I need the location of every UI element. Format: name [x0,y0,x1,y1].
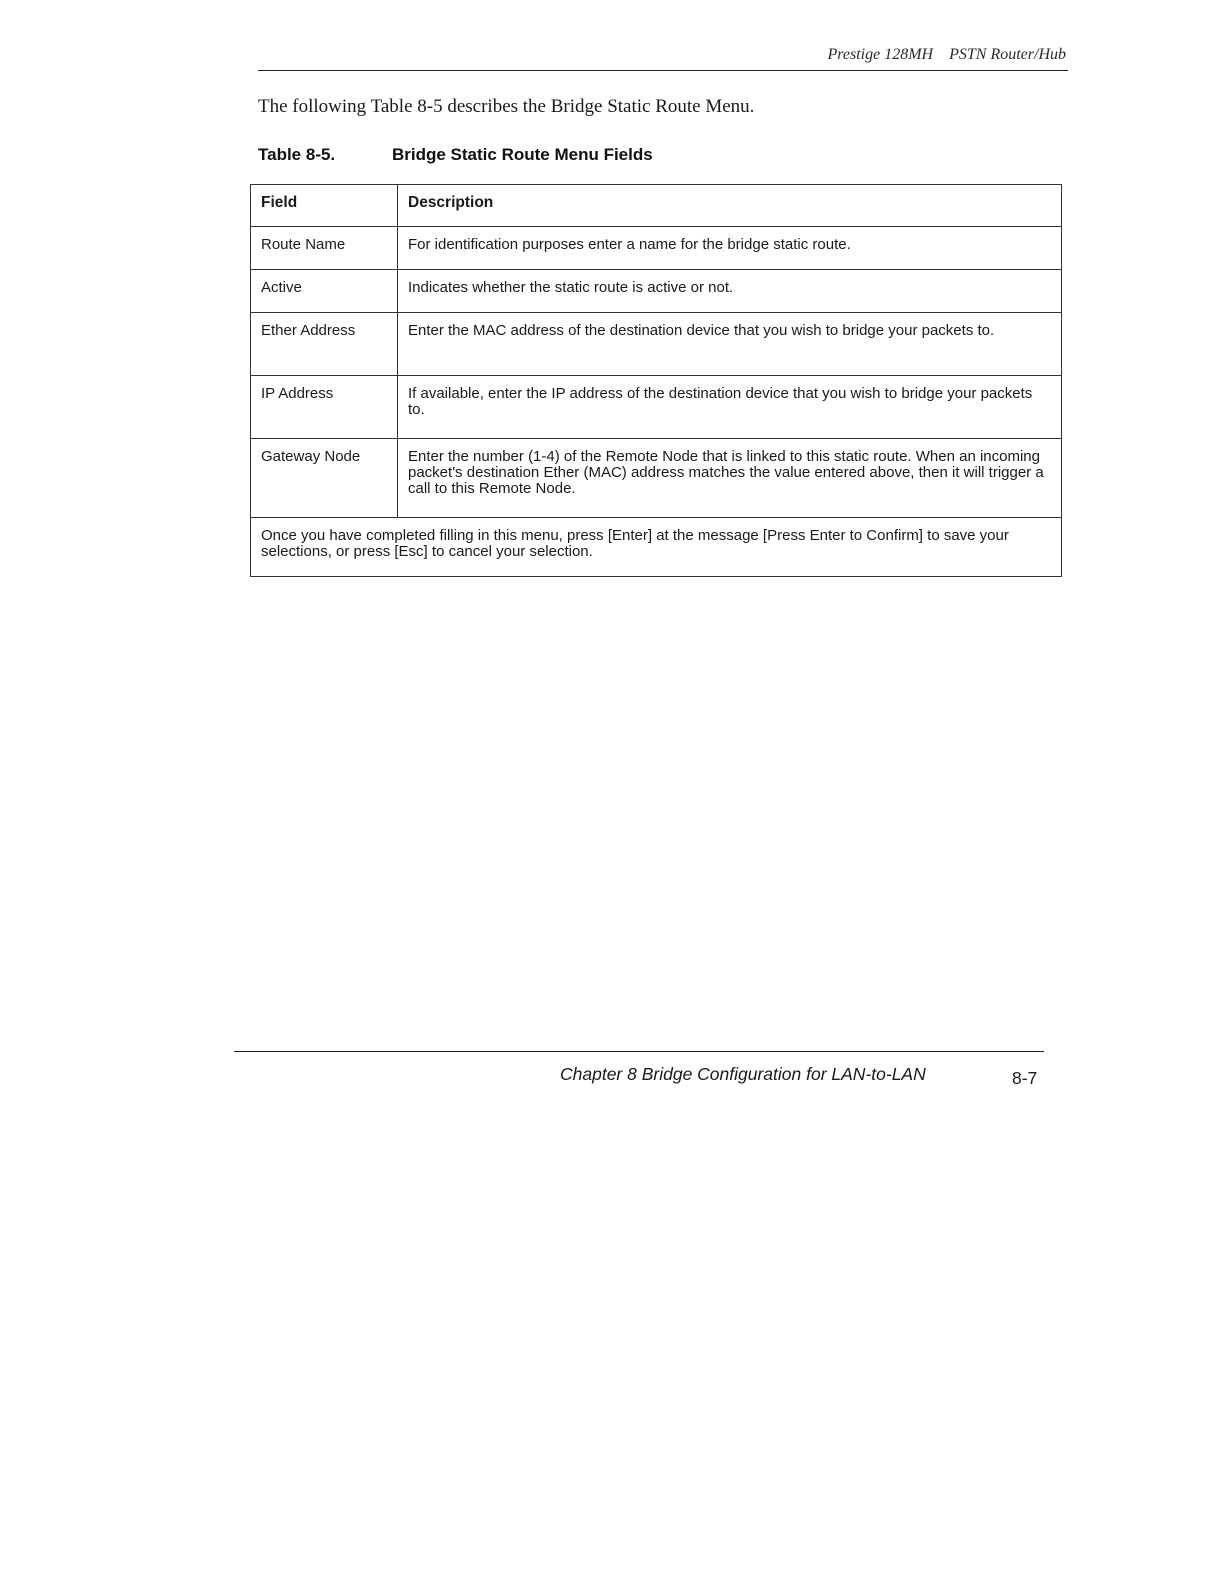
table-caption [258,145,653,165]
header-product: Prestige 128MH [827,46,934,63]
table-row [251,313,1062,376]
table-row [251,376,1062,439]
field-name: Gateway Node [251,439,398,518]
table-note: Once you have completed filling in this menu, press [Enter] at the message [Press Enter to Confirm] to save your selections, or press [Esc] to cancel your selection. [251,518,1062,577]
footer-chapter-title: Chapter 8 Bridge Configuration for LAN-to-LAN [560,1064,926,1084]
fields-table [250,184,1062,577]
field-name: Route Name [251,227,398,270]
table-row [251,227,1062,270]
field-name: IP Address [251,376,398,439]
field-description: Indicates whether the static route is active or not. [398,270,1062,313]
field-name: Ether Address [251,313,398,376]
intro-paragraph: The following Table 8-5 describes the Bridge Static Route Menu. [258,96,755,117]
field-name: Active [251,270,398,313]
header-subtitle: PSTN Router/Hub [949,46,1066,63]
field-description: Enter the number (1-4) of the Remote Node that is linked to this static route. When an incoming packet's destination Ether (MAC) address matches the value entered above, then it will trigger a call to this Remote Node. [398,439,1062,518]
table-row [251,439,1062,518]
table-note-row [251,518,1062,577]
footer-rule [234,1051,1044,1052]
table-title: Bridge Static Route Menu Fields [392,145,653,164]
table-header-row [251,185,1062,227]
field-description: Enter the MAC address of the destination device that you wish to bridge your packets to. [398,313,1062,376]
table-label: Table 8-5. [258,145,336,164]
header-rule [258,70,1068,71]
field-description: If available, enter the IP address of the destination device that you wish to bridge your packets to. [398,376,1062,439]
column-header-description: Description [398,185,1062,227]
column-header-field: Field [251,185,398,227]
running-header [700,46,1066,64]
table-row [251,270,1062,313]
page-number: 8-7 [1012,1068,1038,1088]
field-description: For identification purposes enter a name for the bridge static route. [398,227,1062,270]
